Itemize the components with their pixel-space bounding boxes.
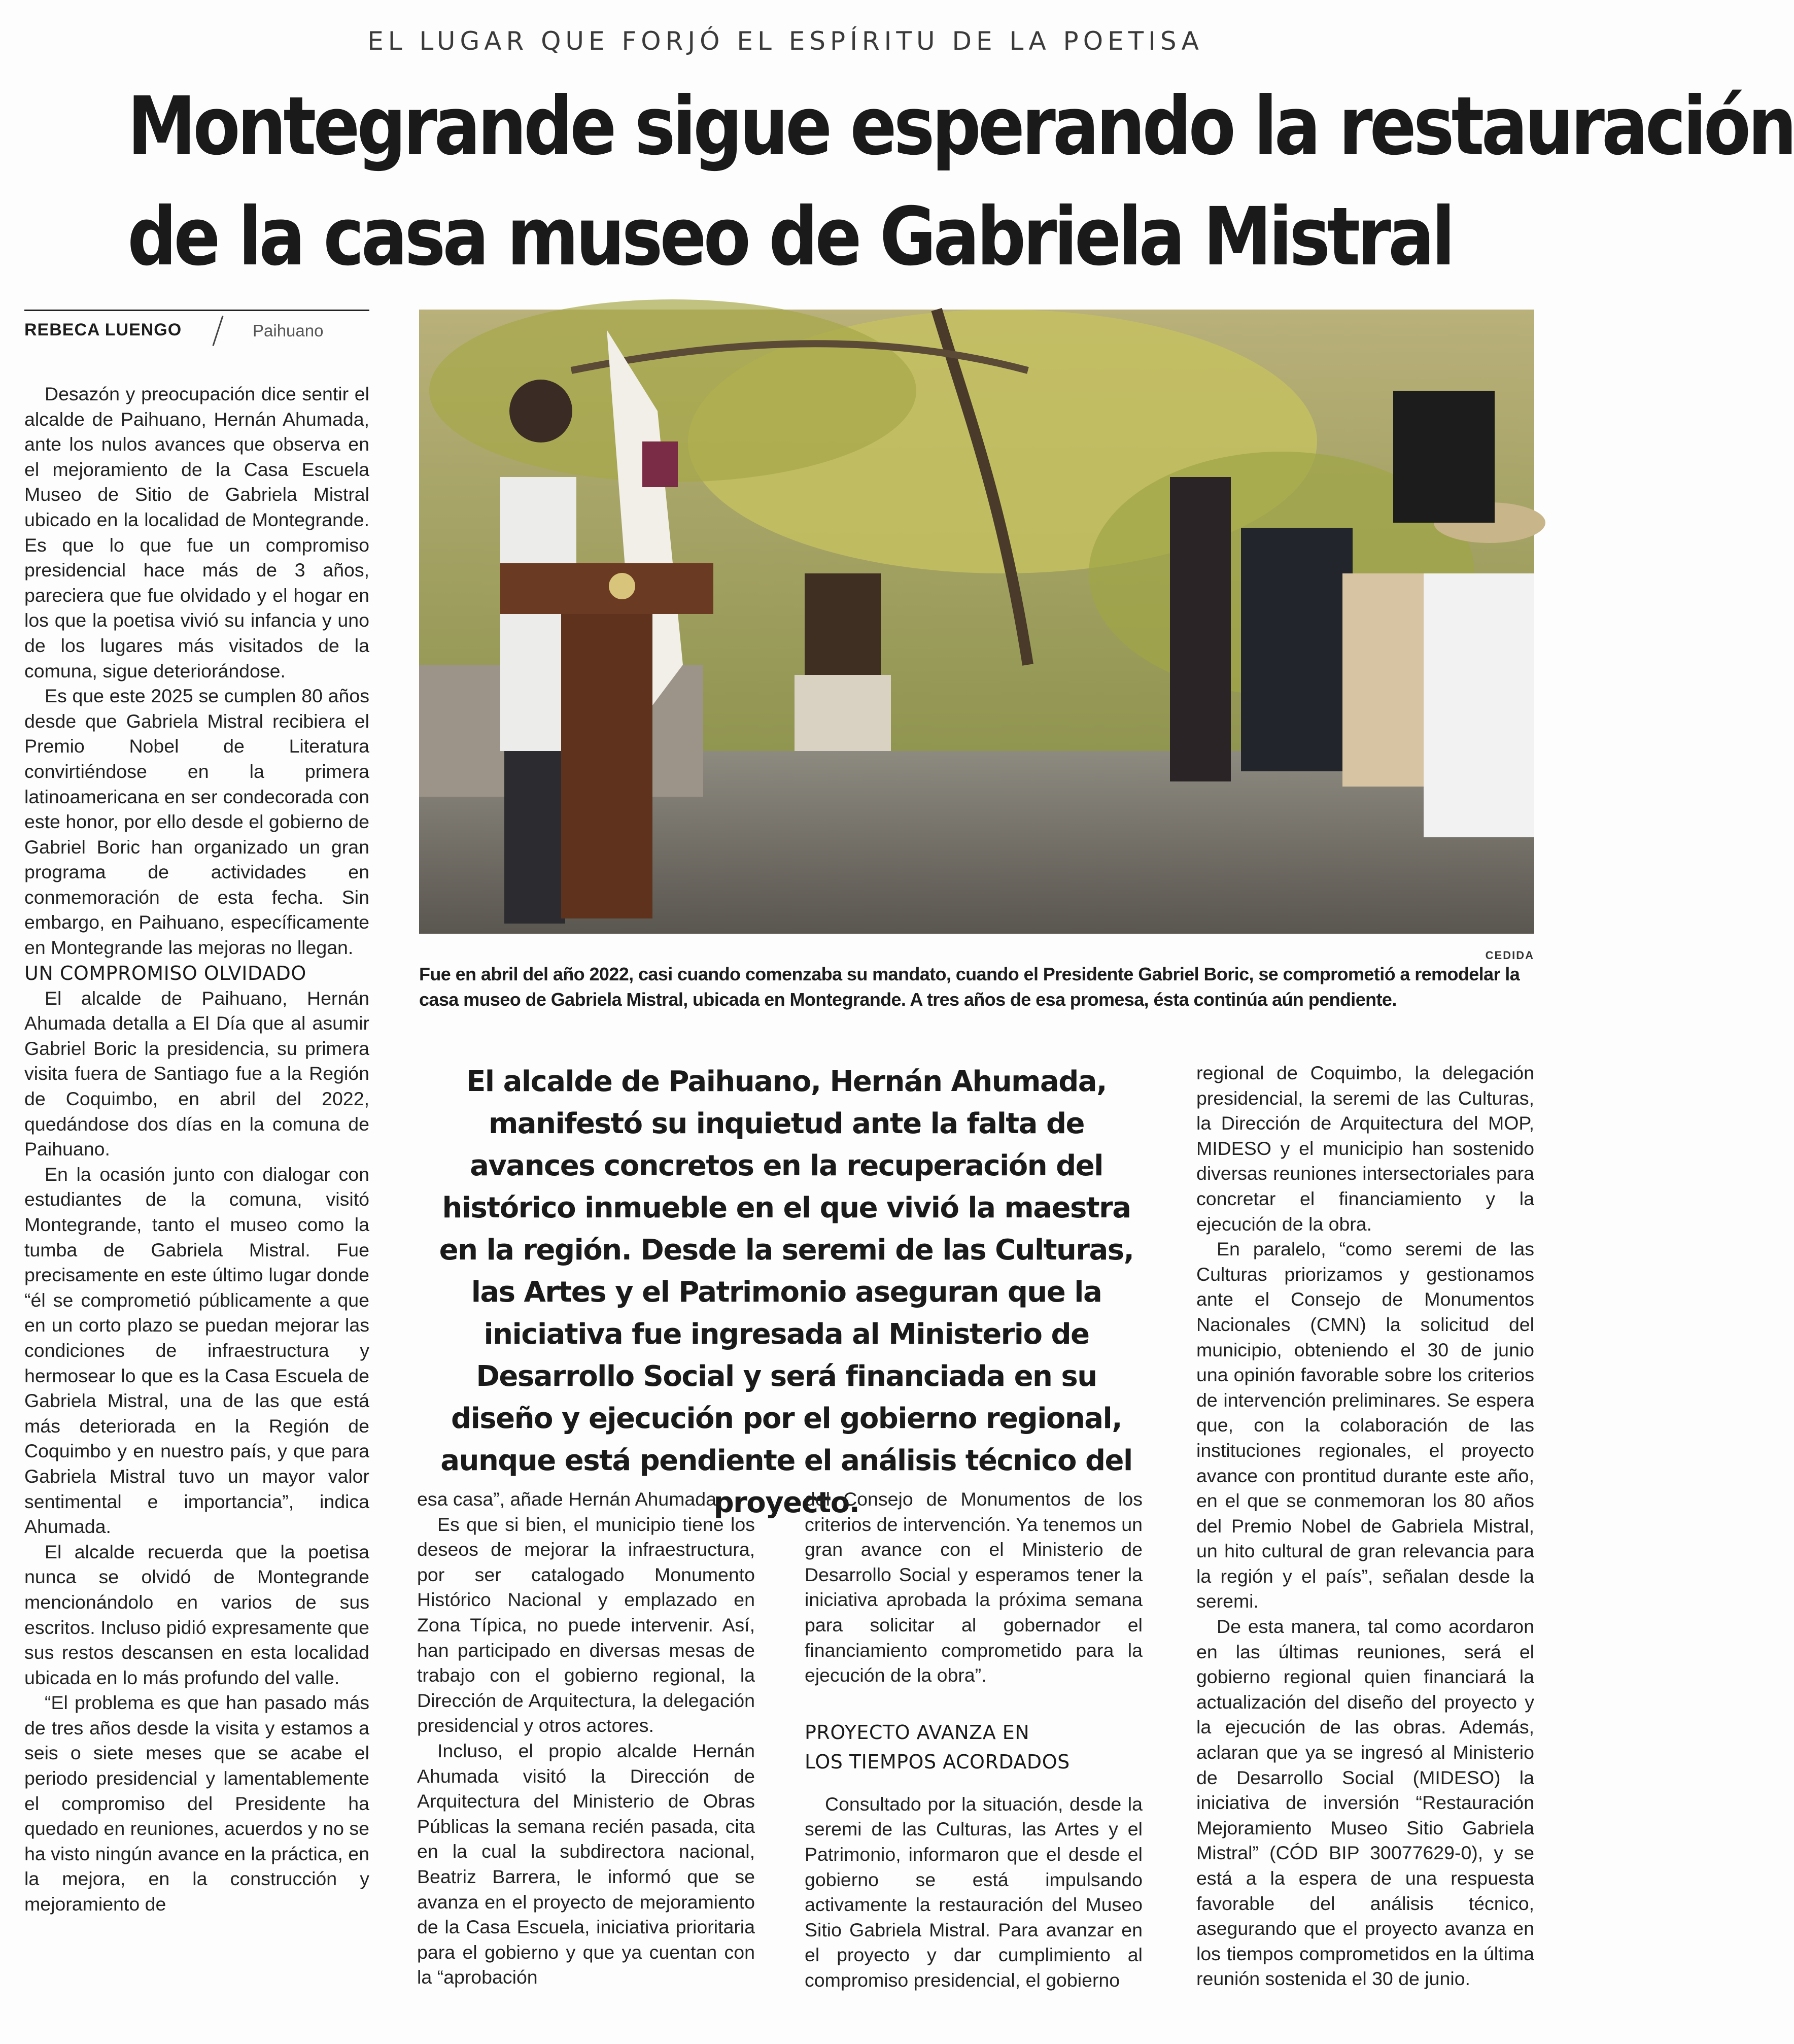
- paragraph: En paralelo, “como seremi de las Culturas priorizamos y gestionamos ante el Consejo de Monumentos Nacionales (CMN) la solicitud del municipio, obteniendo el 30 de junio una opinión favorable sobre los criterios de intervención preliminares. Se espera que, con la colaboración de las instituciones regionales, el proyecto avance con prontitud durante este año, en el que se conmemoran los 80 años del Premio Nobel de Gabriela Mistral, un hito cultural de gran relevancia para la región y el país”, señalan desde la seremi.: [1196, 1238, 1534, 1612]
- paragraph: El alcalde recuerda que la poetisa nunca se olvidó de Montegrande mencionándolo en varios de sus escritos. Incluso pidió expresamente que sus restos descansen en esta localidad ubicada en lo más profundo del valle.: [24, 1541, 369, 1688]
- byline-place: Paihuano: [253, 321, 324, 340]
- column-3: [805, 1487, 1143, 1993]
- attendee-seated: [1424, 573, 1534, 837]
- headline-line-1: Montegrande sigue esperando la restauración: [127, 80, 1794, 173]
- lectern-stand: [561, 614, 652, 918]
- speaker-loudspeaker: [1393, 391, 1495, 523]
- bust-pedestal: [795, 675, 891, 751]
- column-1: [24, 382, 369, 1917]
- paragraph: Consultado por la situación, desde la seremi de las Culturas, las Artes y el Patrimonio, informaron que el desde el gobierno se está impulsando activamente la restauración del Museo Sitio Gabriela Mistral. Para avanzar en el proyecto y dar cumplimiento al compromiso presidencial, el gobierno: [805, 1793, 1143, 1991]
- attendee-standing: [1170, 477, 1231, 781]
- section-subhead-line: PROYECTO AVANZA EN: [805, 1721, 1030, 1744]
- paragraph: Es que si bien, el municipio tiene los deseos de mejorar la infraestructura, por ser catalogado Monumento Histórico Nacional y emplazado en Zona Típica, no puede intervenir. Así, han participado en diversas mesas de trabajo con el gobierno regional, la Dirección de Arquitectura, la delegación presidencial y otros actores.: [417, 1513, 755, 1736]
- flag-emblem: [642, 441, 678, 487]
- paragraph: De esta manera, tal como acordaron en las últimas reuniones, será el gobierno regional quien financiará la actualización del diseño del proyecto y la ejecución de las obras. Además, aclaran que ya se ingresó al Ministerio de Desarrollo Social (MIDESO) la iniciativa de inversión “Restauración Mejoramiento Museo Sitio Gabriela Mistral” (CÓD BIP 30077629-0), y se está a la espera de una respuesta favorable del análisis técnico, asegurando que el proyecto avanza en los tiempos comprometidos en la última reunión sostenida el 30 de junio.: [1196, 1616, 1534, 1990]
- kicker: EL LUGAR QUE FORJÓ EL ESPÍRITU DE LA POETISA: [367, 26, 1203, 56]
- paragraph: esa casa”, añade Hernán Ahumada.: [417, 1488, 722, 1510]
- paragraph: Incluso, el propio alcalde Hernán Ahumada visitó la Dirección de Arquitectura del Ministerio de Obras Públicas la semana recién pasada, cita en la cual la subdirectora nacional, Beatriz Barrera, le informó que se avanza en el proyecto de mejoramiento de la Casa Escuela, iniciativa prioritaria para el gobierno y que ya cuentan con la “aprobación: [417, 1740, 755, 1988]
- section-subhead-line: LOS TIEMPOS ACORDADOS: [805, 1750, 1070, 1773]
- photo-illustration: [419, 310, 1534, 934]
- paragraph: regional de Coquimbo, la delegación presidencial, la seremi de las Culturas, la Dirección de Arquitectura del MOP, MIDESO y el municipio han sostenido diversas reuniones intersectoriales para concretar el financiamiento y la ejecución de la obra.: [1196, 1062, 1534, 1235]
- paragraph: del Consejo de Monumentos de los criterios de intervención. Ya tenemos un gran avance con el Ministerio de Desarrollo Social y esperamos tener la iniciativa aprobada la próxima semana para solicitar al gobernador el financiamiento comprometido para la ejecución de la obra”.: [805, 1488, 1143, 1686]
- section-subhead: UN COMPROMISO OLVIDADO: [24, 962, 306, 984]
- byline: [24, 310, 369, 347]
- lectern-seal: [609, 573, 635, 599]
- headline-line-2: de la casa museo de Gabriela Mistral: [127, 190, 1453, 284]
- photo-caption: Fue en abril del año 2022, casi cuando comenzaba su mandato, cuando el Presidente Gabriel Boric, se comprometió a remodelar la casa museo de Gabriela Mistral, ubicada en Montegrande. A tres años de esa promesa, ésta continúa aún pendiente.: [419, 964, 1520, 1010]
- lectern-top: [500, 563, 713, 614]
- speaker-head: [509, 380, 572, 442]
- paragraph: Desazón y preocupación dice sentir el alcalde de Paihuano, Hernán Ahumada, ante los nulos avances que observa en el mejoramiento de la Casa Escuela Museo de Sitio de Gabriela Mistral ubicado en la localidad de Montegrande. Es que lo que fue un compromiso presidencial hace más de 3 años, pareciera que fue olvidado y el hogar en los que la poetisa vivió su infancia y uno de los lugares más visitados de la comuna, sigue deteriorándose.: [24, 383, 369, 682]
- column-4: [1196, 1061, 1534, 1992]
- paragraph: El alcalde de Paihuano, Hernán Ahumada detalla a El Día que al asumir Gabriel Boric la presidencia, su primera visita fuera de Santiago fue a la Región de Coquimbo, en abril del 2022, quedándose dos días en la comuna de Paihuano.: [24, 987, 369, 1160]
- speaker-legs: [504, 751, 565, 924]
- byline-divider: [212, 316, 223, 346]
- section-subhead: [805, 1718, 1143, 1777]
- paragraph: En la ocasión junto con dialogar con estudiantes de la comuna, visitó Montegrande, tanto el museo como la tumba de Gabriela Mistral. Fue precisamente en este último lugar donde “él se comprometió públicamente a que en un corto plazo se puedan mejorar las condiciones de infraestructura y hermosear lo que es la Casa Escuela de Gabriela Mistral, una de las que está más deteriorada en la Región de Coquimbo y en nuestro país, y que para Gabriela Mistral tuvo un mayor valor sentimental e importancia”, indica Ahumada.: [24, 1163, 369, 1538]
- attendee-seated: [1241, 528, 1353, 771]
- column-2: [417, 1487, 755, 1990]
- photo-credit: CEDIDA: [1485, 949, 1534, 962]
- pull-quote: El alcalde de Paihuano, Hernán Ahumada, manifestó su inquietud ante la falta de avances concretos en la recuperación del histórico inmueble en el que vivió la maestra en la región. Desde la seremi de las Culturas, las Artes y el Patrimonio aseguran que la iniciativa fue ingresada al Ministerio de Desarrollo Social y será financiada en su diseño y ejecución por el gobierno regional, aunque está pendiente el análisis técnico del proyecto.: [439, 1065, 1134, 1519]
- byline-author: REBECA LUENGO: [24, 320, 182, 339]
- paragraph: Es que este 2025 se cumplen 80 años desde que Gabriela Mistral recibiera el Premio Nobel de Literatura convirtiéndose en la primera latinoamericana en ser condecorada con este honor, por ello desde el gobierno de Gabriel Boric han organizado un gran programa de actividades en conmemoración de esta fecha. Sin embargo, en Paihuano, específicamente en Montegrande las mejoras no llegan.: [24, 685, 369, 959]
- paragraph: “El problema es que han pasado más de tres años desde la visita y estamos a seis o siete meses que se acabe el periodo presidencial y lamentablemente el compromiso del Presidente ha quedado en reuniones, acuerdos y no se ha visto ningún avance en la práctica, en la mejora, en la construcción y mejoramiento de: [24, 1692, 369, 1915]
- bust-sculpture: [805, 573, 881, 675]
- news-photo: [419, 310, 1534, 934]
- headline: [127, 71, 1794, 292]
